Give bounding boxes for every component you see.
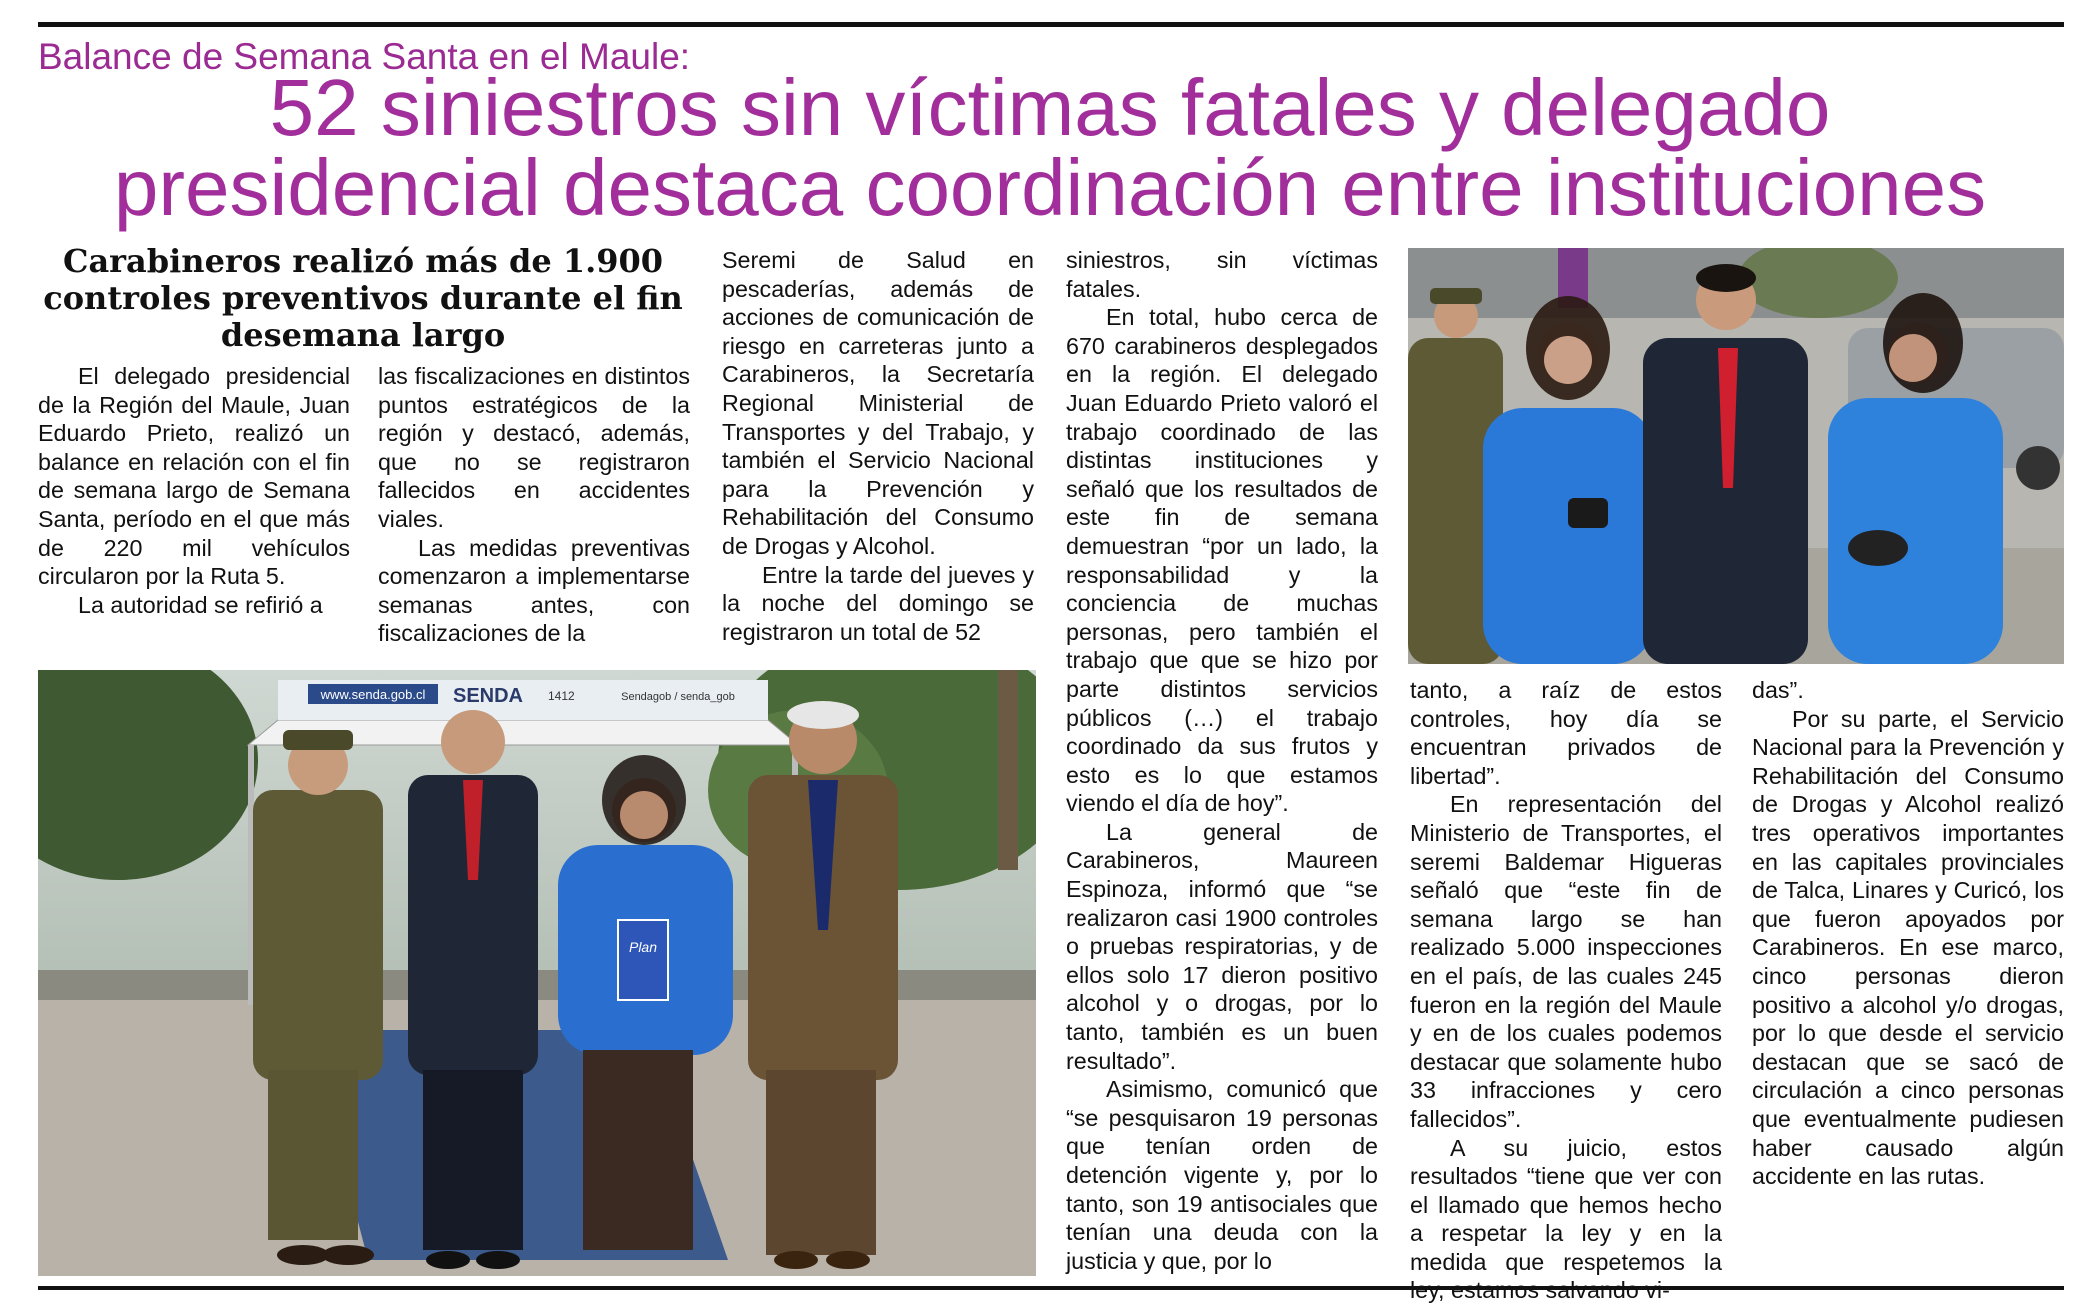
paragraph: das”. — [1752, 677, 1804, 703]
paragraph: siniestros, sin víctimas fatales. — [1066, 247, 1378, 302]
officials-photo — [1408, 248, 2064, 664]
group-photo-graphic — [38, 670, 1036, 1276]
paragraph: El delegado presidencial de la Región del Maule, Juan Eduardo Prieto, realizó un balance en relación con el fin de semana largo de Semana Santa, período en el que más de 220 mil vehículos circularon por la Ruta 5. — [38, 363, 350, 590]
paragraph: Por su parte, el Servicio Nacional para la Prevención y Rehabilitación del Consumo de Drogas y Alcohol realizó tres operativos importantes en las capitales provinciales de Talca, Linares y Curicó, los que fueron apoyados por Carabineros. En ese marco, cinco personas dieron positivo a alcohol y/o drogas, por lo que desde el servicio destacan que se sacó de circulación a cinco personas que eventualmente pudiesen haber causado algún accidente en las rutas. — [1752, 705, 2064, 1190]
column-5 — [1410, 676, 1722, 1305]
paragraph: Seremi de Salud en pescaderías, además de acciones de comunicación de riesgo en carreteras junto a Carabineros, la Secretaría Regional Ministerial de Transportes y del Trabajo, y también el Servicio Nacional para la Prevención y Rehabilitación del Consumo de Drogas y Alcohol. — [722, 247, 1034, 559]
kicker: Balance de Semana Santa en el Maule: — [38, 36, 691, 77]
paragraph: La general de Carabineros, Maureen Espinoza, informó que “se realizaron casi 1900 controles o pruebas respiratorias, y de ellos solo 17 dieron positivo alcohol y o drogas, por lo tanto, también es un buen resultado”. — [1066, 818, 1378, 1074]
photo-banner-phone: 1412 — [548, 689, 575, 703]
group-photo — [38, 670, 1036, 1276]
photo-banner-social: Sendagob / senda_gob — [621, 691, 735, 703]
column-4 — [1066, 246, 1378, 1275]
paragraph: Asimismo, comunicó que “se pesquisaron 19 personas que tenían orden de detención vigente y, por lo tanto, son 19 antisociales que tenían una deuda con la justicia y que, por lo — [1066, 1076, 1378, 1274]
photo-banner-url: www.senda.gob.cl — [320, 687, 426, 702]
column-3 — [722, 246, 1034, 646]
photo-banner-logo: SENDA — [452, 685, 524, 707]
bottom-rule — [38, 1286, 2064, 1290]
photo-booklet-text: Plan — [628, 939, 658, 955]
paragraph: las fiscalizaciones en distintos puntos estratégicos de la región y destacó, además, que no se registraron fallecidos en accidentes viales. — [378, 363, 690, 532]
officials-photo-graphic — [1408, 248, 2064, 664]
headline: 52 siniestros sin víctimas fatales y delegado presidencial destaca coordinación entre instituciones — [113, 63, 1987, 232]
top-rule — [38, 22, 2064, 27]
column-2 — [378, 362, 690, 648]
paragraph: En representación del Ministerio de Transportes, el seremi Baldemar Higueras señaló que “este fin de semana largo se han realizado 5.000 inspecciones en el país, de las cuales 245 fueron en la región del Maule y en de los cuales podemos destacar que solamente hubo 33 infracciones y cero fallecidos”. — [1410, 791, 1722, 1132]
column-1 — [38, 362, 350, 619]
subhead: Carabineros realizó más de 1.900 controles preventivos durante el fin desemana largo — [43, 242, 683, 354]
paragraph: La autoridad se refirió a — [78, 591, 323, 618]
paragraph: A su juicio, estos resultados “tiene que ver con el llamado que hemos hecho a respetar la ley y en la medida que respetemos la ley, estamos salvando vi- — [1410, 1134, 1722, 1304]
paragraph: tanto, a raíz de estos controles, hoy día se encuentran privados de libertad”. — [1410, 677, 1722, 789]
paragraph: En total, hubo cerca de 670 carabineros desplegados en la región. El delegado Juan Eduardo Prieto valoró el trabajo coordinado de las distintas instituciones y señaló que los resultados de este fin de semana demuestran “por un lado, la responsabilidad y la conciencia de muchas personas, pero también el trabajo que que se hizo por parte distintos servicios públicos (…) el trabajo coordinado da sus frutos y esto es lo que estamos viendo el día de hoy”. — [1066, 304, 1378, 817]
column-6 — [1752, 676, 2064, 1191]
paragraph: Las medidas preventivas comenzaron a implementarse semanas antes, con fiscalizaciones de la — [378, 534, 690, 647]
paragraph: Entre la tarde del jueves y la noche del domingo se registraron un total de 52 — [722, 561, 1034, 645]
